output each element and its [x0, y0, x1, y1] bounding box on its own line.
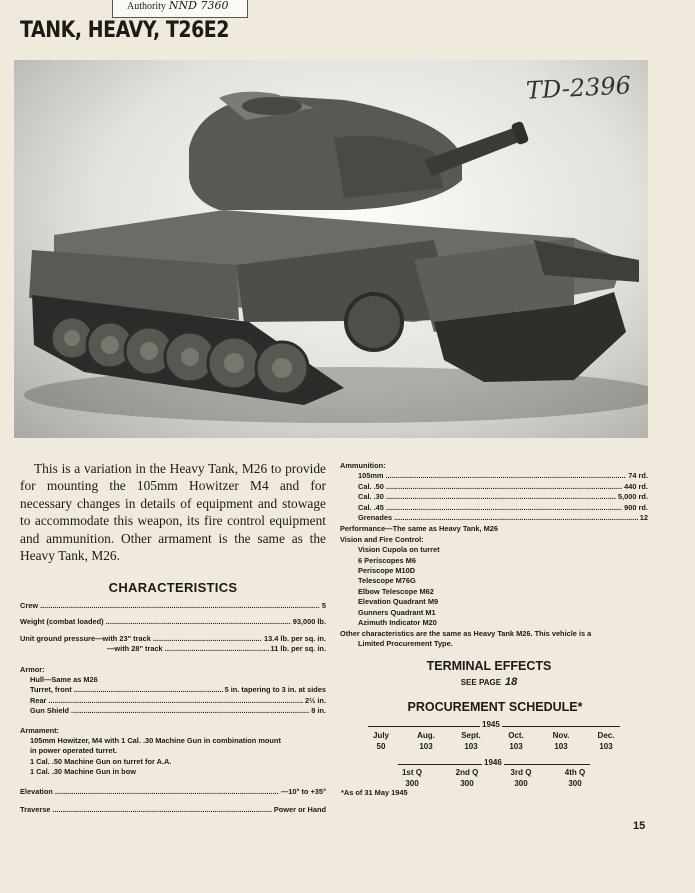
- armament-line: 1 Cal. .30 Machine Gun in bow: [30, 767, 136, 777]
- vision-label: Vision and Fire Control:: [340, 534, 424, 544]
- stamp-handwriting: NND 7360: [168, 0, 229, 12]
- other-characteristics-2: Limited Procurement Type.: [358, 638, 453, 648]
- procurement-heading: PROCUREMENT SCHEDULE*: [407, 700, 583, 714]
- armor-gun-shield-row: Gun Shield ..... 8 in.: [20, 706, 326, 716]
- vision-item: Telescope M76G: [358, 576, 416, 586]
- weight-row: Weight (combat loaded) ..... 93,000 lb.: [20, 617, 326, 627]
- vision-item: Azimuth Indicator M20: [358, 618, 437, 628]
- stamp-prefix: Authority: [127, 1, 166, 12]
- characteristics-block: [20, 601, 326, 816]
- vision-item: Elbow Telescope M62: [358, 586, 434, 596]
- ammo-row: Cal. .50 ..... 440 rd.: [340, 482, 648, 492]
- month-cell: Aug. 103: [417, 731, 435, 751]
- armament-line: in power operated turret.: [30, 746, 118, 756]
- quarter-cell: 2nd Q 300: [455, 768, 479, 788]
- ammo-row: Grenades ..... 12: [340, 513, 648, 523]
- month-cell: July 50: [372, 731, 389, 751]
- year-1946-label: 1946: [484, 758, 502, 767]
- month-cell: Dec. 103: [597, 731, 615, 751]
- characteristics-heading: CHARACTERISTICS: [108, 580, 238, 595]
- authority-stamp: [112, 0, 248, 18]
- performance-line: Performance—The same as Heavy Tank, M26: [340, 524, 499, 534]
- year-1945-label: 1945: [482, 720, 500, 729]
- see-page-number: 18: [505, 676, 518, 688]
- armament-line: 1 Cal. .50 Machine Gun on turret for A.A.: [30, 756, 172, 766]
- ammunition-label: Ammunition:: [340, 461, 386, 470]
- ground-pressure-row: Unit ground pressure—with 23" track ..... 13.4 lb. per sq. in.: [20, 634, 326, 644]
- see-page-reference: SEE PAGE 18: [460, 676, 518, 688]
- armor-label: Armor:: [20, 664, 45, 674]
- tank-photo: [14, 60, 648, 438]
- ammo-row: Cal. .30 ..... 5,000 rd.: [340, 492, 648, 502]
- vision-item: Periscope M10D: [358, 566, 416, 576]
- month-cell: Sept. 103: [461, 731, 481, 751]
- ammo-row: 105mm ..... 74 rd.: [340, 471, 648, 481]
- armor-rear-row: Rear ..... 2½ in.: [20, 696, 326, 706]
- quarter-cell: 3rd Q 300: [510, 768, 532, 788]
- vision-item: Gunners Quadrant M1: [358, 607, 436, 617]
- vision-item: 6 Periscopes M6: [358, 555, 416, 565]
- right-column: [340, 461, 648, 649]
- ground-pressure-row-2: —with 28" track ..... 11 lb. per sq. in.: [20, 644, 326, 654]
- ammo-row: Cal. .45 ..... 900 rd.: [340, 503, 648, 513]
- crew-row: Crew ..... 5: [20, 601, 326, 611]
- armor-turret-row: Turret, front ..... 5 in. tapering to 3 in. at sides: [20, 685, 326, 695]
- page-title: TANK, HEAVY, T26E2: [20, 18, 230, 43]
- procurement-footnote: *As of 31 May 1945: [341, 788, 408, 797]
- armament-label: Armament:: [20, 725, 60, 735]
- traverse-row: Traverse ..... Power or Hand: [20, 805, 326, 815]
- page-number: 15: [633, 820, 646, 832]
- vision-item: Vision Cupola on turret: [358, 545, 440, 555]
- intro-paragraph: This is a variation in the Heavy Tank, M26 to provide for mounting the 105mm Howitzer M4 and for necessary changes in details of equipment and stowage to accommodate this weapon, its fire control equipment and ammunition. Other armament is the same as the Heavy Tank, M26.: [20, 461, 326, 564]
- terminal-effects-heading: TERMINAL EFFECTS: [426, 659, 552, 673]
- other-characteristics: Other characteristics are the same as Heavy Tank M26. This vehicle is a: [340, 628, 592, 638]
- armament-line: 105mm Howitzer, M4 with 1 Cal. .30 Machine Gun in combination mount: [30, 736, 281, 746]
- month-cell: Oct. 103: [508, 731, 524, 751]
- vision-item: Elevation Quadrant M9: [358, 597, 439, 607]
- armor-hull: Hull—Same as M26: [30, 675, 98, 685]
- photo-annotation: TD-2396: [525, 71, 632, 105]
- elevation-row: Elevation ..... —10° to +35°: [20, 787, 326, 797]
- month-cell: Nov. 103: [552, 731, 570, 751]
- quarter-cell: 1st Q 300: [401, 768, 422, 788]
- tank-illustration: [14, 60, 648, 438]
- quarter-cell: 4th Q 300: [564, 768, 586, 788]
